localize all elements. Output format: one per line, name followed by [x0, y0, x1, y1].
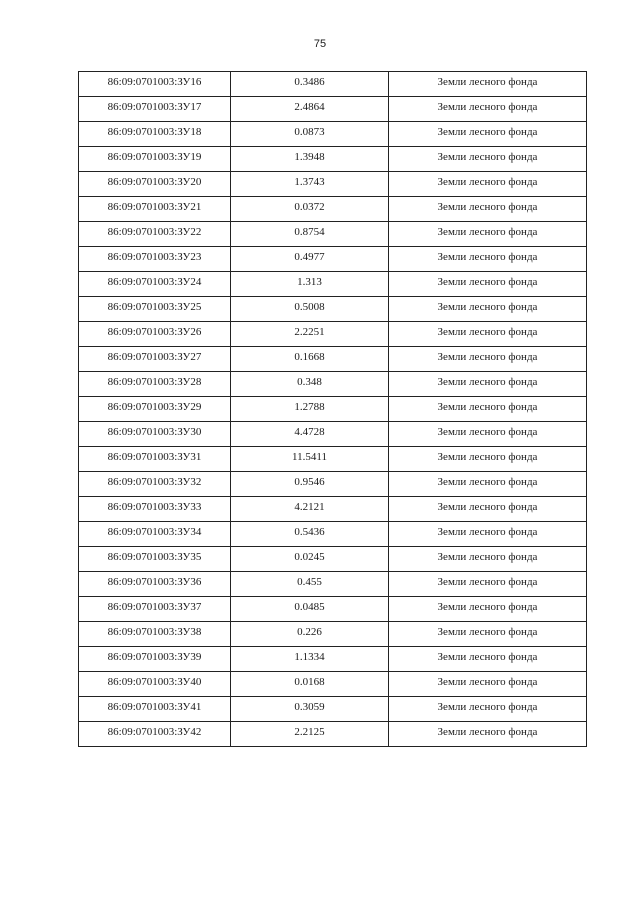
table-row [79, 447, 587, 472]
cadastral-number-cell: 86:09:0701003:ЗУ31 [79, 447, 231, 472]
land-category-cell: Земли лесного фонда [389, 247, 587, 272]
cadastral-number-cell: 86:09:0701003:ЗУ41 [79, 697, 231, 722]
land-category-cell: Земли лесного фонда [389, 197, 587, 222]
table-row [79, 247, 587, 272]
area-cell: 2.2251 [231, 322, 389, 347]
area-cell: 0.3059 [231, 697, 389, 722]
table-row [79, 372, 587, 397]
land-category-cell: Земли лесного фонда [389, 547, 587, 572]
table-row [79, 672, 587, 697]
table-row [79, 322, 587, 347]
cadastral-number-cell: 86:09:0701003:ЗУ36 [79, 572, 231, 597]
area-cell: 0.3486 [231, 72, 389, 97]
cadastral-number-cell: 86:09:0701003:ЗУ39 [79, 647, 231, 672]
cadastral-number-cell: 86:09:0701003:ЗУ37 [79, 597, 231, 622]
land-category-cell: Земли лесного фонда [389, 422, 587, 447]
page-number: 75 [313, 38, 327, 50]
table-row [79, 197, 587, 222]
cadastral-number-cell: 86:09:0701003:ЗУ30 [79, 422, 231, 447]
cadastral-number-cell: 86:09:0701003:ЗУ22 [79, 222, 231, 247]
area-cell: 1.3948 [231, 147, 389, 172]
area-cell: 0.348 [231, 372, 389, 397]
land-category-cell: Земли лесного фонда [389, 347, 587, 372]
cadastral-number-cell: 86:09:0701003:ЗУ33 [79, 497, 231, 522]
table-row [79, 597, 587, 622]
land-category-cell: Земли лесного фонда [389, 447, 587, 472]
cadastral-number-cell: 86:09:0701003:ЗУ32 [79, 472, 231, 497]
cadastral-number-cell: 86:09:0701003:ЗУ23 [79, 247, 231, 272]
table-row [79, 397, 587, 422]
cadastral-number-cell: 86:09:0701003:ЗУ28 [79, 372, 231, 397]
table-row [79, 722, 587, 747]
table-row [79, 647, 587, 672]
land-category-cell: Земли лесного фонда [389, 147, 587, 172]
land-category-cell: Земли лесного фонда [389, 397, 587, 422]
area-cell: 2.2125 [231, 722, 389, 747]
land-category-cell: Земли лесного фонда [389, 172, 587, 197]
land-category-cell: Земли лесного фонда [389, 497, 587, 522]
area-cell: 0.455 [231, 572, 389, 597]
land-category-cell: Земли лесного фонда [389, 222, 587, 247]
cadastral-number-cell: 86:09:0701003:ЗУ42 [79, 722, 231, 747]
area-cell: 1.1334 [231, 647, 389, 672]
area-cell: 4.4728 [231, 422, 389, 447]
cadastral-number-cell: 86:09:0701003:ЗУ21 [79, 197, 231, 222]
area-cell: 0.226 [231, 622, 389, 647]
cadastral-number-cell: 86:09:0701003:ЗУ20 [79, 172, 231, 197]
area-cell: 0.1668 [231, 347, 389, 372]
cadastral-number-cell: 86:09:0701003:ЗУ18 [79, 122, 231, 147]
area-cell: 0.0372 [231, 197, 389, 222]
table-row [79, 572, 587, 597]
area-cell: 0.5008 [231, 297, 389, 322]
area-cell: 0.4977 [231, 247, 389, 272]
cadastral-number-cell: 86:09:0701003:ЗУ35 [79, 547, 231, 572]
cadastral-number-cell: 86:09:0701003:ЗУ16 [79, 72, 231, 97]
cadastral-number-cell: 86:09:0701003:ЗУ29 [79, 397, 231, 422]
cadastral-number-cell: 86:09:0701003:ЗУ40 [79, 672, 231, 697]
land-category-cell: Земли лесного фонда [389, 72, 587, 97]
table-row [79, 347, 587, 372]
table-row [79, 622, 587, 647]
cadastral-number-cell: 86:09:0701003:ЗУ34 [79, 522, 231, 547]
land-category-cell: Земли лесного фонда [389, 297, 587, 322]
table-row [79, 297, 587, 322]
table-row [79, 697, 587, 722]
table-row [79, 72, 587, 97]
table-row [79, 97, 587, 122]
land-category-cell: Земли лесного фонда [389, 122, 587, 147]
cadastral-number-cell: 86:09:0701003:ЗУ27 [79, 347, 231, 372]
land-category-cell: Земли лесного фонда [389, 647, 587, 672]
land-category-cell: Земли лесного фонда [389, 272, 587, 297]
cadastral-number-cell: 86:09:0701003:ЗУ17 [79, 97, 231, 122]
land-category-cell: Земли лесного фонда [389, 522, 587, 547]
land-category-cell: Земли лесного фонда [389, 372, 587, 397]
area-cell: 1.313 [231, 272, 389, 297]
land-plots-table [78, 71, 587, 747]
area-cell: 1.3743 [231, 172, 389, 197]
table-row [79, 472, 587, 497]
area-cell: 0.9546 [231, 472, 389, 497]
land-category-cell: Земли лесного фонда [389, 672, 587, 697]
cadastral-number-cell: 86:09:0701003:ЗУ38 [79, 622, 231, 647]
area-cell: 0.0873 [231, 122, 389, 147]
land-category-cell: Земли лесного фонда [389, 622, 587, 647]
cadastral-number-cell: 86:09:0701003:ЗУ25 [79, 297, 231, 322]
table-row [79, 222, 587, 247]
cadastral-number-cell: 86:09:0701003:ЗУ19 [79, 147, 231, 172]
area-cell: 0.0168 [231, 672, 389, 697]
area-cell: 1.2788 [231, 397, 389, 422]
land-category-cell: Земли лесного фонда [389, 697, 587, 722]
table-row [79, 497, 587, 522]
cadastral-number-cell: 86:09:0701003:ЗУ26 [79, 322, 231, 347]
table-row [79, 272, 587, 297]
land-category-cell: Земли лесного фонда [389, 597, 587, 622]
table-row [79, 422, 587, 447]
table-row [79, 122, 587, 147]
area-cell: 0.0245 [231, 547, 389, 572]
table-row [79, 147, 587, 172]
area-cell: 11.5411 [231, 447, 389, 472]
table-row [79, 547, 587, 572]
land-category-cell: Земли лесного фонда [389, 572, 587, 597]
area-cell: 4.2121 [231, 497, 389, 522]
table-row [79, 522, 587, 547]
land-category-cell: Земли лесного фонда [389, 97, 587, 122]
table-row [79, 172, 587, 197]
table-body [79, 72, 587, 747]
land-category-cell: Земли лесного фонда [389, 322, 587, 347]
area-cell: 0.5436 [231, 522, 389, 547]
area-cell: 0.8754 [231, 222, 389, 247]
area-cell: 0.0485 [231, 597, 389, 622]
cadastral-number-cell: 86:09:0701003:ЗУ24 [79, 272, 231, 297]
area-cell: 2.4864 [231, 97, 389, 122]
land-category-cell: Земли лесного фонда [389, 722, 587, 747]
land-category-cell: Земли лесного фонда [389, 472, 587, 497]
